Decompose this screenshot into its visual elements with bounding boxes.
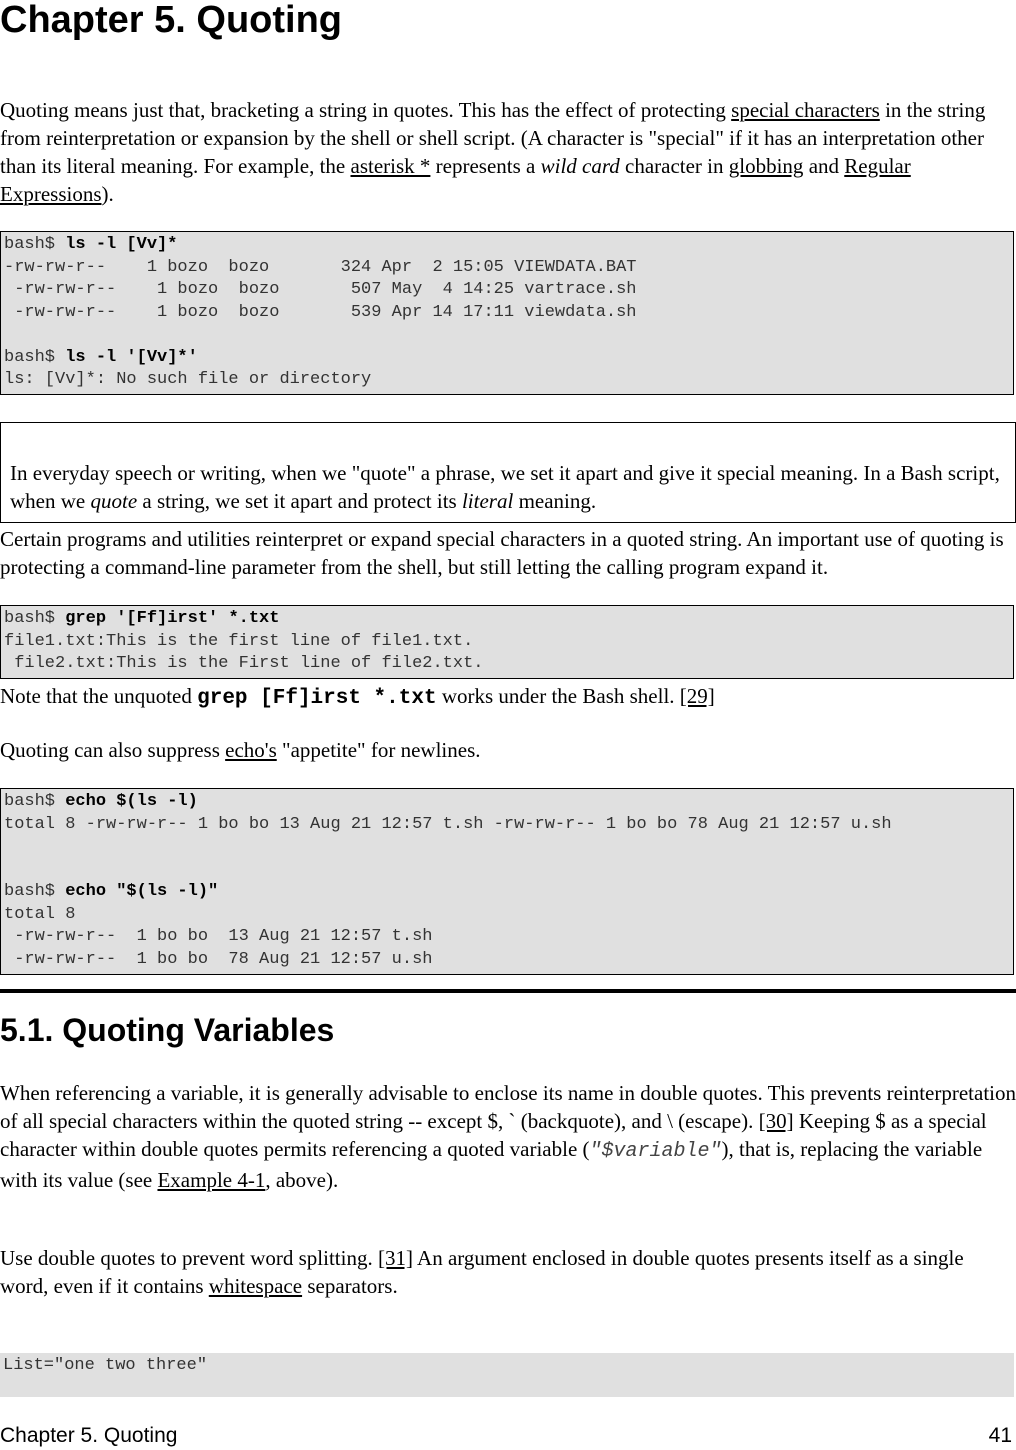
example-4-1-link[interactable]: Example 4-1 <box>157 1168 266 1192</box>
footnote-31-link[interactable]: [31] <box>377 1246 413 1270</box>
globbing-link[interactable]: globbing <box>728 154 804 178</box>
section-title: 5.1. Quoting Variables <box>0 1012 335 1048</box>
asterisk-link[interactable]: asterisk * <box>350 154 431 178</box>
special-characters-link[interactable]: special characters <box>731 98 880 122</box>
paragraph-word-splitting: Use double quotes to prevent word splitting. [31] An argument enclosed in double quotes presents itself as a single word, even if it contains whitespace separators. <box>0 1246 964 1298</box>
paragraph-unquoted-grep: Note that the unquoted grep [Ff]irst *.txt works under the Bash shell. [29] <box>0 684 715 710</box>
regular-expressions-link[interactable]: Regular Expressions <box>0 154 911 206</box>
page-footer <box>0 1422 1016 1450</box>
page-number: 41 <box>988 1424 1012 1447</box>
footnote-29-link[interactable]: [29] <box>679 684 715 708</box>
footer-chapter-label: Chapter 5. Quoting <box>0 1424 178 1447</box>
paragraph-referencing-variable: When referencing a variable, it is generally advisable to enclose its name in double quotes. This prevents reinterpretation of all special characters within the quoted string -- except $, ` (backquote), and \ (escape). [30] Keeping $ as a special character within double quotes permits referencing a quoted variable ("$variable"), that is, replacing the variable with its value (see Example 4-1, above). <box>0 1081 1016 1192</box>
note-box <box>0 422 1016 523</box>
note-text: In everyday speech or writing, when we "quote" a phrase, we set it apart and give it special meaning. In a Bash script, when we quote a string, we set it apart and protect its literal meaning. <box>10 461 1000 513</box>
paragraph-echo-appetite: Quoting can also suppress echo's "appetite" for newlines. <box>0 738 481 762</box>
footnote-30-link[interactable]: [30] <box>758 1109 794 1133</box>
screen-example-echo: bash$ echo $(ls -l) total 8 -rw-rw-r-- 1 bo bo 13 Aug 21 12:57 t.sh -rw-rw-r-- 1 bo bo 78 Aug 21 12:57 u.sh bash$ echo "$(ls -l)" total 8 -rw-rw-r-- 1 bo bo 13 Aug 21 12:57 t.sh -rw-rw-r-- 1 bo bo 78 Aug 21 12:57 u.sh <box>0 788 1014 975</box>
chapter-title: Chapter 5. Quoting <box>0 0 342 41</box>
paragraph-certain-programs: Certain programs and utilities reinterpret or expand special characters in a quoted string. An important use of quoting is protecting a command-line parameter from the shell, but still letting the calling program expand it. <box>0 527 1004 579</box>
screen-example-grep: bash$ grep '[Ff]irst' *.txt file1.txt:This is the first line of file1.txt. file2.txt:This is the First line of file2.txt. <box>0 605 1014 679</box>
echo-link[interactable]: echo's <box>225 738 277 762</box>
screen-example-ls: bash$ ls -l [Vv]* -rw-rw-r-- 1 bozo bozo 324 Apr 2 15:05 VIEWDATA.BAT -rw-rw-r-- 1 bozo bozo 507 May 4 14:25 vartrace.sh -rw-rw-r-- 1 bozo bozo 539 Apr 14 17:11 viewdata.sh bash$ ls -l '[Vv]*' ls: [Vv]*: No such file or directory <box>0 231 1014 395</box>
whitespace-link[interactable]: whitespace <box>208 1274 303 1298</box>
intro-paragraph: Quoting means just that, bracketing a string in quotes. This has the effect of protecting special characters in the string from reinterpretation or expansion by the shell or shell script. (A character is "special" if it has an interpretation other than its literal meaning. For example, the asterisk * represents a wild card character in globbing and Regular Expressions). <box>0 98 986 206</box>
screen-example-list: List="one two three" <box>0 1353 1014 1397</box>
section-divider <box>0 989 1016 993</box>
